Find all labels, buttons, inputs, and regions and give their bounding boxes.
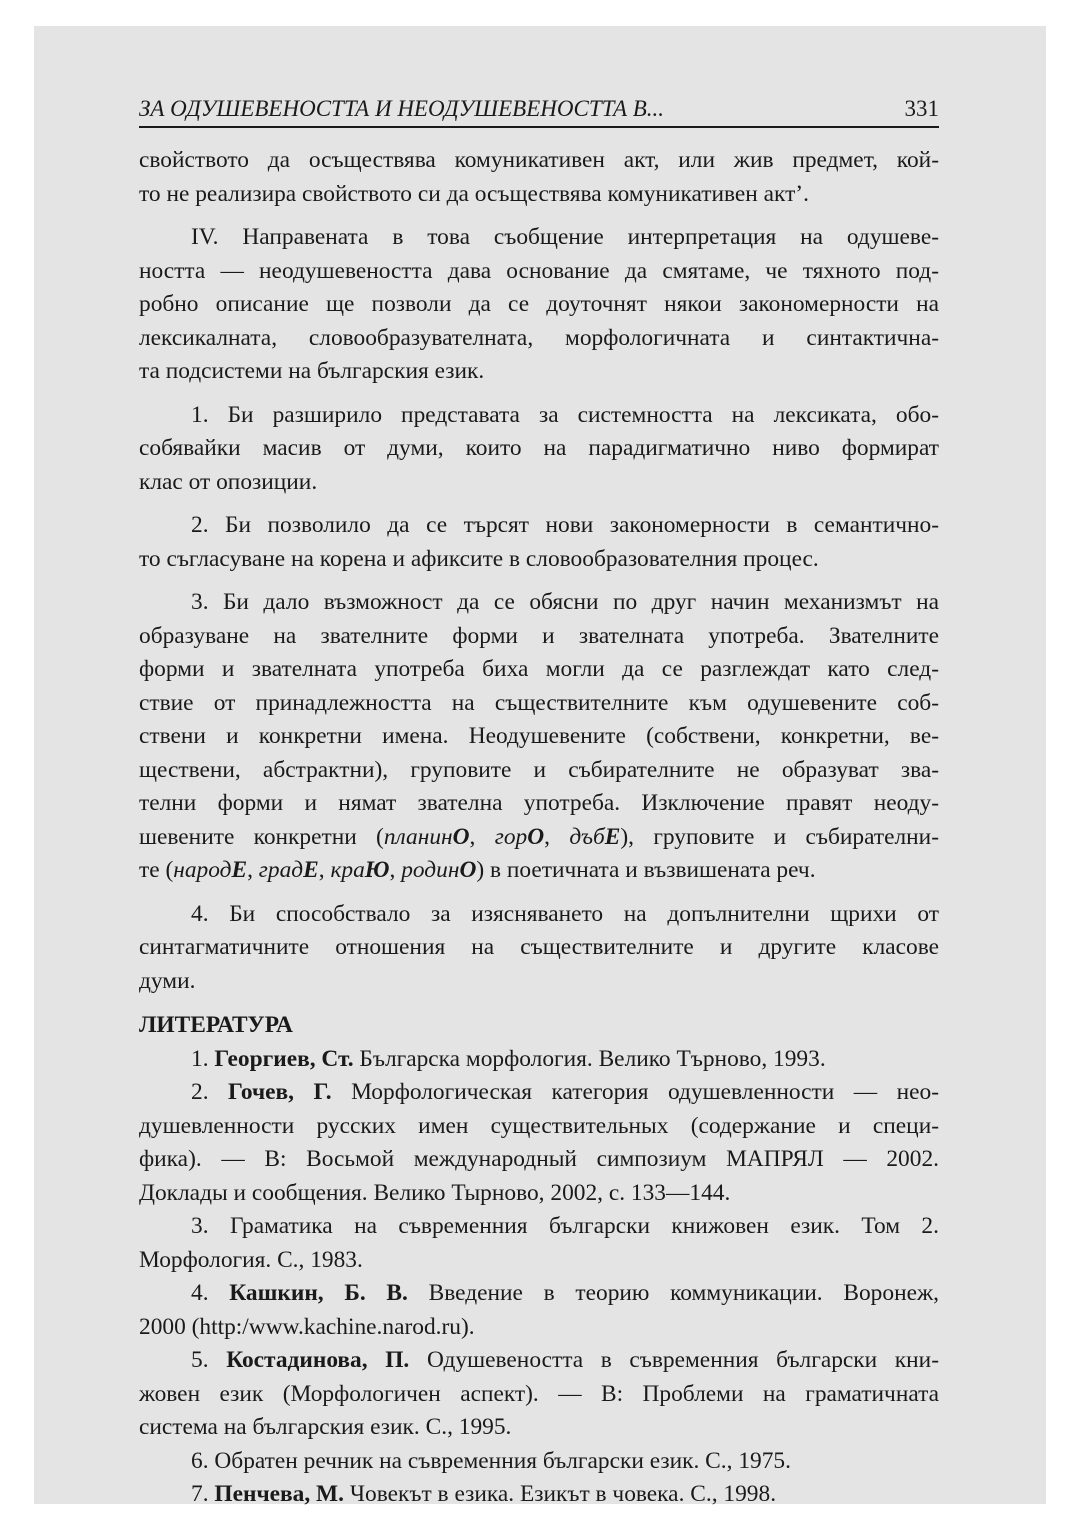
example-word: градЕ [258, 857, 319, 883]
reference-entry [139, 1043, 939, 1077]
reference-entry [139, 1277, 939, 1344]
text-line: Доклады и сообщения. Велико Тырново, 2002, с. 133—144. [139, 1179, 731, 1206]
text-line: собявайки масив от думи, които на парадигматично ниво формират [139, 435, 939, 461]
running-header [139, 96, 939, 128]
reference-author: Георгиев, Ст. [214, 1045, 354, 1072]
text-line: 4. Кашкин, Б. В. Введение в теорию коммуникации. Воронеж, [191, 1280, 939, 1306]
page-body [139, 144, 939, 1512]
reference-author: Гочев, Г. [228, 1079, 332, 1105]
reference-entry [139, 1445, 939, 1479]
item-2-paragraph [139, 509, 939, 576]
text-line: телни форми и нямат звателна употреба. Изключение правят неоду- [139, 790, 939, 816]
text-line: лексикалната, словообразувателната, морфологичната и синтактична- [139, 324, 939, 351]
text-line: IV. Направената в това съобщение интерпретация на одушеве- [191, 224, 939, 250]
text-line: 4. Би способствало за изясняването на допълнителни щрихи от [191, 900, 939, 927]
text-line: 7. Пенчева, М. Човекът в езика. Езикът в човека. С., 1998. [191, 1481, 777, 1507]
text-line: образуване на звателните форми и звателната употреба. Звателните [139, 622, 939, 649]
text-line: Морфология. С., 1983. [139, 1246, 363, 1273]
literature-heading: ЛИТЕРАТУРА [139, 1012, 293, 1038]
reference-entry [139, 1344, 939, 1445]
example-word: народЕ [173, 857, 248, 883]
item-3-paragraph [139, 586, 939, 888]
text-line: 2000 (http:/www.kachine.narod.ru). [139, 1313, 475, 1340]
text-line: то не реализира свойството си да осъществява комуникативен акт’. [139, 180, 809, 207]
page-number: 331 [904, 96, 939, 121]
text-line-with-examples: шевените конкретни (планинО, горО, дъбЕ), груповите и събирателни- [139, 823, 939, 850]
text-line: 5. Костадинова, П. Одушевеността в съвременния български кни- [191, 1347, 939, 1373]
reference-author: Костадинова, П. [226, 1347, 410, 1373]
reference-author: Пенчева, М. [214, 1481, 344, 1507]
text-line: 3. Би дало възможност да се обясни по друг начин механизмът на [191, 589, 939, 615]
example-word: дъбЕ [569, 823, 621, 850]
item-1-paragraph [139, 399, 939, 500]
text-line-with-examples: те (народЕ, градЕ, краЮ, родинО) в поетичната и възвишената реч. [139, 857, 816, 883]
item-4-paragraph [139, 898, 939, 999]
text-line: робно описание ще позволи да се доуточнят някои закономерности на [139, 291, 939, 317]
text-line: 1. Георгиев, Ст. Българска морфология. Велико Търново, 1993. [191, 1045, 826, 1072]
text-line: 2. Би позволило да се търсят нови закономерности в семантично- [191, 512, 939, 538]
example-word: планинО [383, 823, 470, 850]
text-line: клас от опозиции. [139, 468, 318, 495]
book-page [139, 96, 939, 1512]
text-line: 3. Граматика на съвременния български книжовен език. Том 2. [191, 1213, 939, 1239]
text-line: ствени и конкретни имена. Неодушевените (собствени, конкретни, ве- [139, 723, 939, 749]
running-title: ЗА ОДУШЕВЕНОСТТА И НЕОДУШЕВЕНОСТТА В... [139, 96, 665, 121]
text-line: синтагматичните отношения на съществителните и другите класове [139, 934, 939, 960]
text-line: душевленности русских имен существительных (содержание и специ- [139, 1112, 939, 1139]
section-iv-paragraph [139, 221, 939, 389]
text-line: думи. [139, 967, 196, 994]
text-line: ществени, абстрактни), груповите и събирателните не образуват зва- [139, 756, 939, 783]
text-line: 2. Гочев, Г. Морфологическая категория одушевленности — нео- [191, 1079, 940, 1105]
text-line: ствие от принадлежността на съществителните към одушевените соб- [139, 689, 939, 716]
text-line: то съгласуване на корена и афиксите в словообразователния процес. [139, 545, 819, 572]
text-line: 1. Би разширило представата за системността на лексиката, обо- [191, 401, 939, 428]
example-word: горО [494, 823, 545, 850]
reference-entry [139, 1210, 939, 1277]
text-line: ността — неодушевеността дава основание да смятаме, че тяхното под- [139, 257, 939, 284]
text-line: та подсистеми на българския език. [139, 358, 485, 384]
intro-paragraph [139, 144, 939, 211]
text-line: форми и звателната употреба биха могли да се разглеждат като след- [139, 656, 939, 682]
reference-author: Кашкин, Б. В. [229, 1280, 408, 1306]
text-line: свойството да осъществява комуникативен акт, или жив предмет, кой- [139, 147, 939, 173]
example-word: краЮ [330, 857, 390, 883]
text-line: 6. Обратен речник на съвременния български език. С., 1975. [191, 1447, 791, 1474]
reference-entry [139, 1076, 939, 1210]
text-line: жовен език (Морфологичен аспект). — В: Проблеми на граматичната [139, 1380, 939, 1407]
text-line: фика). — В: Восьмой международный симпозиум МАПРЯЛ — 2002. [139, 1146, 939, 1172]
reference-entry [139, 1478, 939, 1512]
example-word: родинО [401, 857, 477, 883]
text-line: система на българския език. С., 1995. [139, 1414, 512, 1440]
